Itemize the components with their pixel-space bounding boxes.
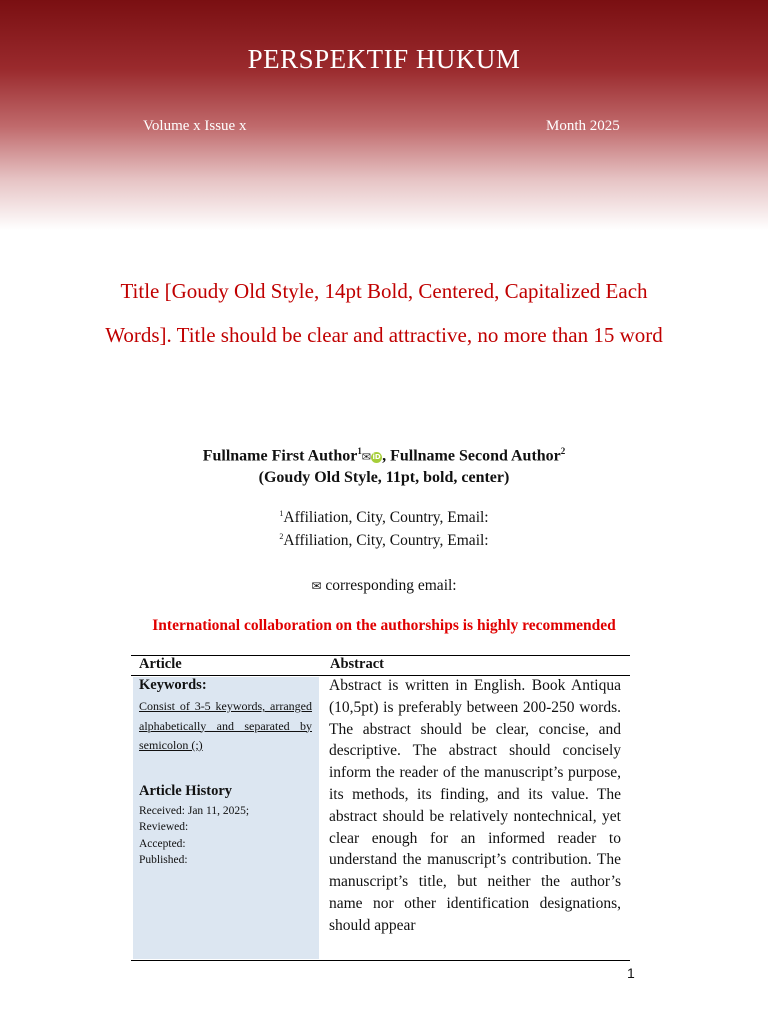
month-year: Month 2025: [546, 118, 620, 134]
volume-issue: Volume x Issue x: [143, 118, 247, 134]
journal-header-band: [0, 0, 768, 230]
corresponding-email-line: [0, 577, 768, 595]
author-second: Fullname Second Author: [390, 447, 561, 465]
affiliation-2-text: Affiliation, City, Country, Email:: [283, 532, 489, 550]
column-header-article: Article: [139, 656, 182, 672]
keywords-label: Keywords:: [139, 677, 207, 693]
affiliation-1-text: Affiliation, City, Country, Email:: [283, 509, 489, 527]
page-number: 1: [627, 965, 635, 981]
corresponding-email: corresponding email:: [325, 577, 457, 594]
author-second-sup: 2: [560, 446, 566, 456]
author-line: [0, 446, 768, 465]
affiliation-2: [0, 532, 768, 550]
table-bottom-rule: [131, 960, 630, 961]
history-accepted: Accepted:: [139, 838, 186, 850]
envelope-icon: ✉: [361, 450, 372, 464]
history-reviewed: Reviewed:: [139, 821, 189, 833]
affiliation-1: [0, 509, 768, 527]
abstract-text: Abstract is written in English. Book Antiqua (10,5pt) is preferably between 200-250 words. The abstract should be clear, concise, and descriptive. The abstract should concisely inform the reader of the manuscript’s purpose, its methods, its finding, and its value. The abstract should be relatively nontechnical, yet clear enough for an informed reader to understand the manuscript’s contribution. The manuscript’s title, but neither the author’s name nor other identification designations, should appear: [329, 677, 621, 934]
column-header-abstract: Abstract: [330, 656, 384, 672]
article-history-label: Article History: [139, 783, 233, 799]
paper-title: Title [Goudy Old Style, 14pt Bold, Centered, Capitalized Each Words]. Title should be clear and attractive, no more than 15 word: [105, 279, 663, 347]
author-first-sup: 1: [357, 446, 362, 456]
journal-name: PERSPEKTIF HUKUM: [247, 44, 521, 74]
envelope-icon: ✉: [311, 579, 322, 593]
author-first: Fullname First Author: [202, 447, 358, 465]
author-format-note: (Goudy Old Style, 11pt, bold, center): [258, 469, 510, 486]
author-separator: ,: [382, 447, 391, 465]
history-published: Published:: [139, 854, 188, 866]
orcid-icon[interactable]: iD: [372, 453, 381, 462]
collaboration-note: International collaboration on the authorships is highly recommended: [152, 617, 616, 634]
history-received: Received: Jan 11, 2025;: [139, 805, 250, 817]
keywords-text: Consist of 3-5 keywords, arranged alphabetically and separated by semicolon (;): [139, 699, 312, 752]
affiliation-1-sup: 1: [279, 509, 284, 518]
affiliation-2-sup: 2: [279, 532, 284, 541]
